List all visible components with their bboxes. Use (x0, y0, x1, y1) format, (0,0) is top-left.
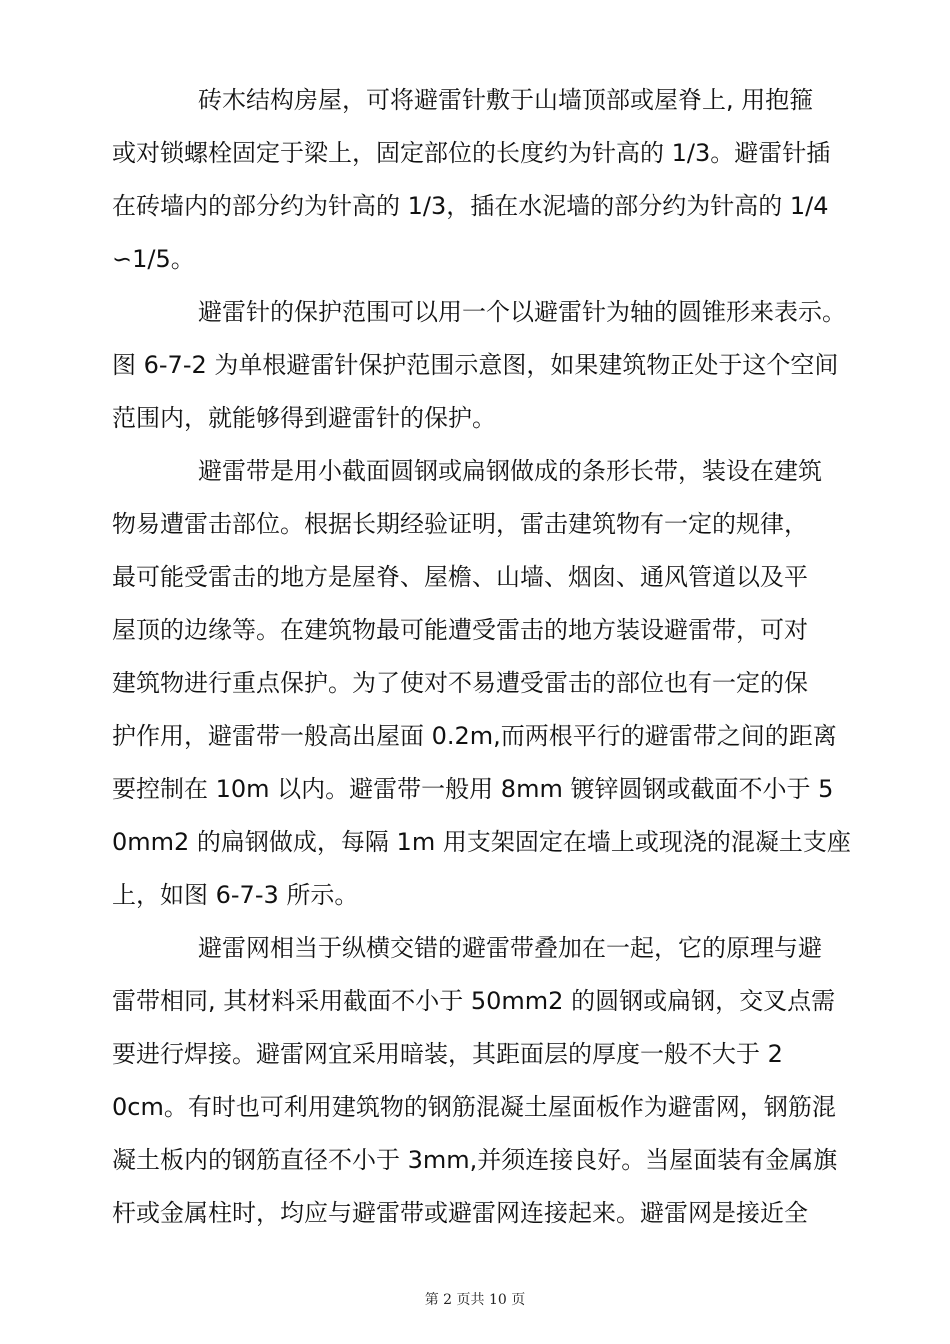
paragraph-4-line-1: 避雷网相当于纵横交错的避雷带叠加在一起，它的原理与避 (198, 934, 822, 962)
paragraph-3-line-2: 物易遭雷击部位。根据长期经验证明，雷击建筑物有一定的规律， (112, 510, 808, 538)
paragraph-4-line-2: 雷带相同, 其材料采用截面不小于 50mm2 的圆钢或扁钢，交叉点需 (112, 987, 836, 1015)
paragraph-2-line-2: 图 6-7-2 为单根避雷针保护范围示意图，如果建筑物正处于这个空间 (112, 351, 839, 379)
paragraph-4-line-6: 杆或金属柱时，均应与避雷带或避雷网连接起来。避雷网是接近全 (112, 1199, 808, 1227)
paragraph-4-line-3: 要进行焊接。避雷网宜采用暗装，其距面层的厚度一般不大于 2 (112, 1040, 783, 1068)
paragraph-3-line-9: 上，如图 6-7-3 所示。 (112, 881, 359, 909)
paragraph-3-line-1: 避雷带是用小截面圆钢或扁钢做成的条形长带，装设在建筑 (198, 457, 822, 485)
paragraph-3-line-7: 要控制在 10m 以内。避雷带一般用 8mm 镀锌圆钢或截面不小于 5 (112, 775, 834, 803)
paragraph-3-line-8: 0mm2 的扁钢做成，每隔 1m 用支架固定在墙上或现浇的混凝土支座 (112, 828, 851, 856)
paragraph-3-line-5: 建筑物进行重点保护。为了使对不易遭受雷击的部位也有一定的保 (112, 669, 808, 697)
paragraph-3-line-3: 最可能受雷击的地方是屋脊、屋檐、山墙、烟囱、通风管道以及平 (112, 563, 808, 591)
paragraph-2-line-1: 避雷针的保护范围可以用一个以避雷针为轴的圆锥形来表示。 (198, 298, 846, 326)
paragraph-3-line-4: 屋顶的边缘等。在建筑物最可能遭受雷击的地方装设避雷带，可对 (112, 616, 808, 644)
paragraph-1-line-2: 或对锁螺栓固定于梁上，固定部位的长度约为针高的 1/3。避雷针插 (112, 139, 831, 167)
paragraph-3-line-6: 护作用，避雷带一般高出屋面 0.2m,而两根平行的避雷带之间的距离 (112, 722, 837, 750)
paragraph-2-line-3: 范围内，就能够得到避雷针的保护。 (112, 404, 496, 432)
paragraph-1-line-4: ∽1/5。 (112, 245, 195, 273)
paragraph-1-line-1: 砖木结构房屋，可将避雷针敷于山墙顶部或屋脊上, 用抱箍 (198, 86, 814, 114)
paragraph-4-line-4: 0cm。有时也可利用建筑物的钢筋混凝土屋面板作为避雷网，钢筋混 (112, 1093, 836, 1121)
page-number-footer: 第 2 页共 10 页 (424, 1292, 526, 1308)
paragraph-1-line-3: 在砖墙内的部分约为针高的 1/3，插在水泥墙的部分约为针高的 1/4 (112, 192, 829, 220)
paragraph-4-line-5: 凝土板内的钢筋直径不小于 3mm,并须连接良好。当屋面装有金属旗 (112, 1146, 838, 1174)
